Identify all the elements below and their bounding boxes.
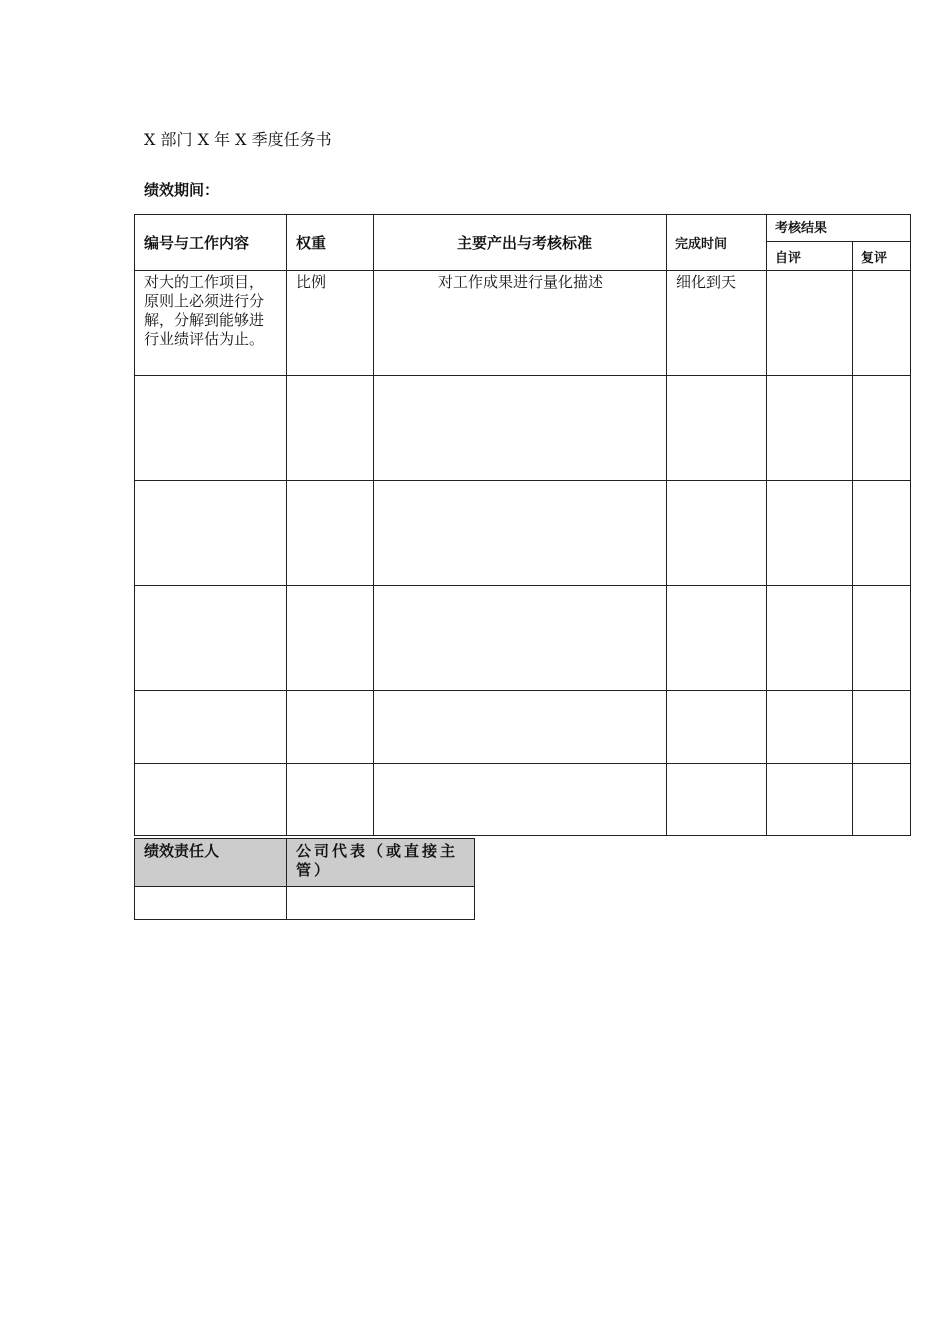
cell-output-standard[interactable] xyxy=(374,481,667,586)
cell-completion-time[interactable] xyxy=(667,764,767,836)
task-table xyxy=(134,214,911,836)
cell-output-standard[interactable] xyxy=(374,586,667,691)
cell-work-content[interactable]: 对大的工作项目，原则上必须进行分解，分解到能够进行业绩评估为止。 xyxy=(135,271,287,376)
cell-self-eval[interactable] xyxy=(767,481,853,586)
responsible-person-signature[interactable] xyxy=(135,887,287,920)
signature-value-row xyxy=(135,887,475,920)
header-review-eval: 复评 xyxy=(853,242,911,271)
cell-output-standard[interactable]: 对工作成果进行量化描述 xyxy=(374,271,667,376)
cell-weight[interactable]: 比例 xyxy=(287,271,374,376)
header-weight: 权重 xyxy=(287,215,374,271)
performance-period-label: 绩效期间： xyxy=(144,181,220,199)
table-header-row xyxy=(135,215,911,242)
header-company-rep: 公司代表（或直接主管） xyxy=(287,839,475,887)
cell-review-eval[interactable] xyxy=(853,376,911,481)
table-row xyxy=(135,481,911,586)
cell-weight[interactable] xyxy=(287,376,374,481)
cell-work-content[interactable] xyxy=(135,481,287,586)
cell-review-eval[interactable] xyxy=(853,586,911,691)
table-row xyxy=(135,764,911,836)
table-row xyxy=(135,271,911,376)
cell-output-standard[interactable] xyxy=(374,691,667,764)
cell-work-content[interactable] xyxy=(135,376,287,481)
document-title: X 部门 X 年 X 季度任务书 xyxy=(144,130,332,149)
table-row xyxy=(135,586,911,691)
header-output-standard: 主要产出与考核标准 xyxy=(374,215,667,271)
cell-weight[interactable] xyxy=(287,586,374,691)
table-row xyxy=(135,691,911,764)
cell-review-eval[interactable] xyxy=(853,481,911,586)
cell-output-standard[interactable] xyxy=(374,764,667,836)
cell-completion-time[interactable] xyxy=(667,376,767,481)
cell-weight[interactable] xyxy=(287,764,374,836)
cell-work-content[interactable] xyxy=(135,764,287,836)
cell-self-eval[interactable] xyxy=(767,691,853,764)
cell-output-standard[interactable] xyxy=(374,376,667,481)
cell-completion-time[interactable] xyxy=(667,691,767,764)
header-completion-time: 完成时间 xyxy=(667,215,767,271)
cell-self-eval[interactable] xyxy=(767,271,853,376)
signature-table xyxy=(134,838,475,920)
cell-review-eval[interactable] xyxy=(853,271,911,376)
header-responsible-person: 绩效责任人 xyxy=(135,839,287,887)
company-rep-signature[interactable] xyxy=(287,887,475,920)
cell-self-eval[interactable] xyxy=(767,586,853,691)
cell-weight[interactable] xyxy=(287,691,374,764)
cell-weight[interactable] xyxy=(287,481,374,586)
table-row xyxy=(135,376,911,481)
cell-self-eval[interactable] xyxy=(767,764,853,836)
cell-review-eval[interactable] xyxy=(853,691,911,764)
signature-header-row xyxy=(135,839,475,887)
header-assessment-result: 考核结果 xyxy=(767,215,911,242)
cell-work-content[interactable] xyxy=(135,586,287,691)
cell-completion-time[interactable] xyxy=(667,586,767,691)
cell-work-content[interactable] xyxy=(135,691,287,764)
header-work-content: 编号与工作内容 xyxy=(135,215,287,271)
cell-completion-time[interactable]: 细化到天 xyxy=(667,271,767,376)
cell-review-eval[interactable] xyxy=(853,764,911,836)
header-self-eval: 自评 xyxy=(767,242,853,271)
cell-completion-time[interactable] xyxy=(667,481,767,586)
cell-self-eval[interactable] xyxy=(767,376,853,481)
